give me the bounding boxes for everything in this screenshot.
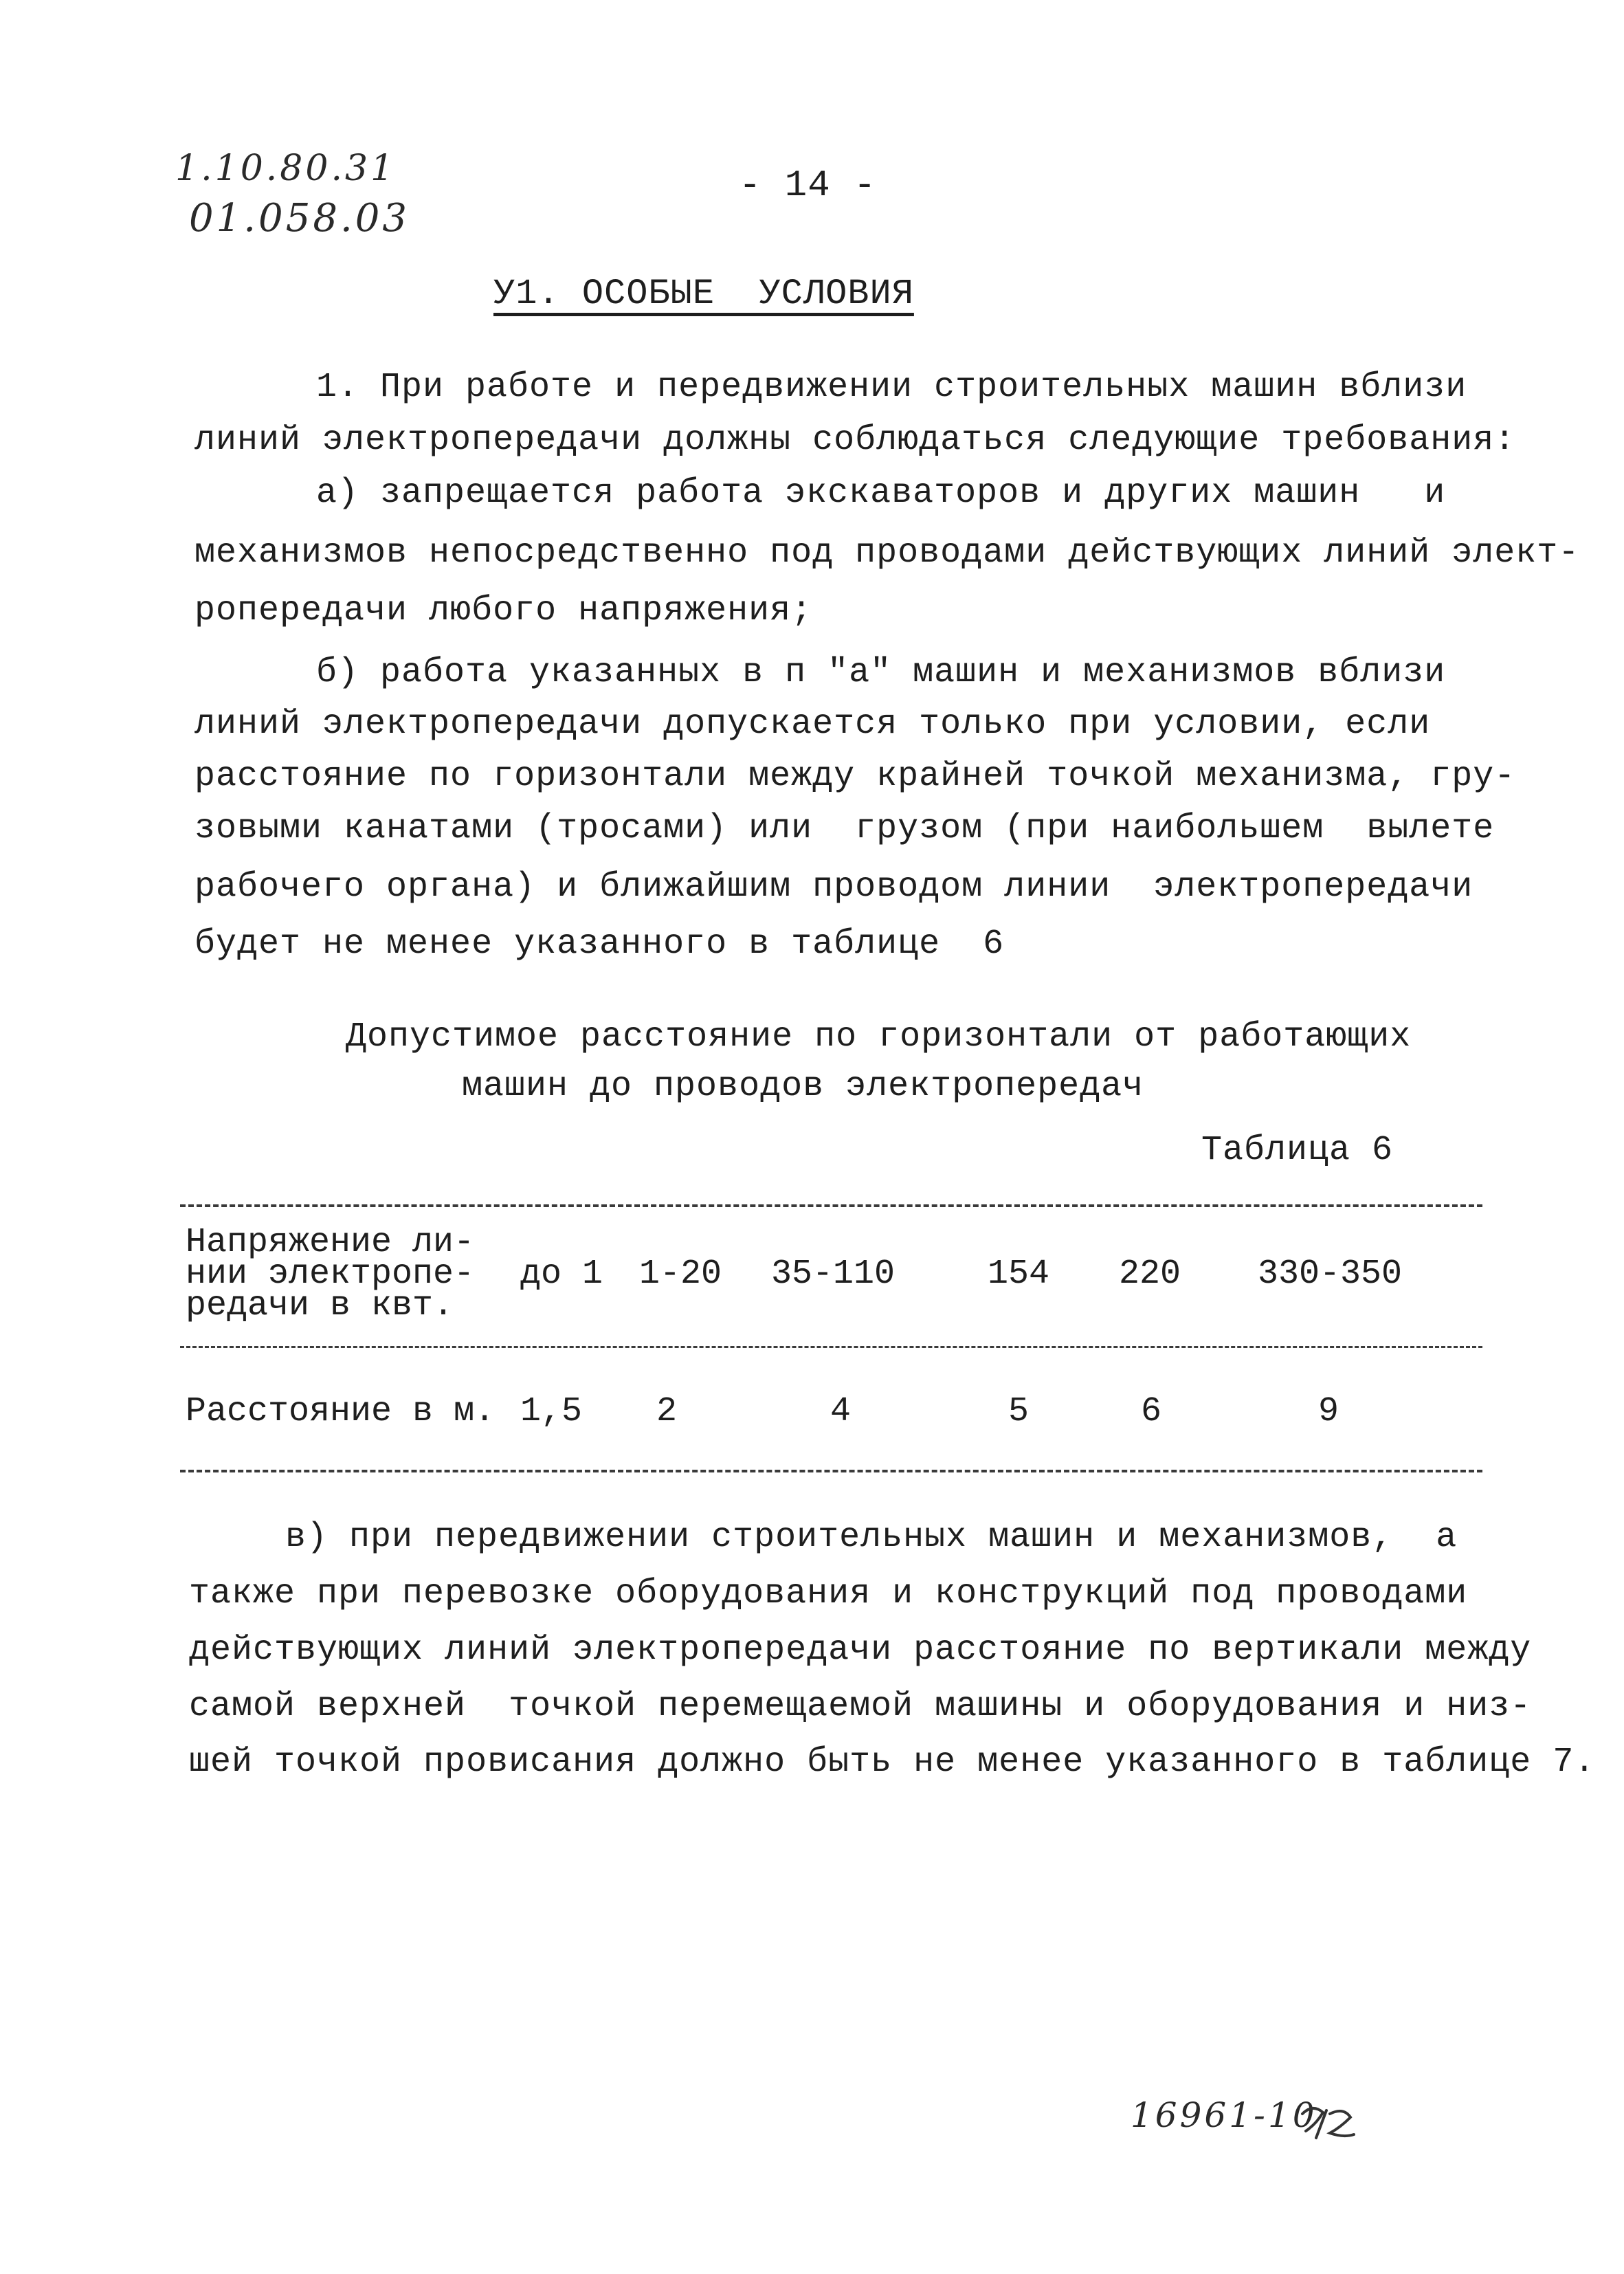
- table-bottom-rule: [180, 1470, 1482, 1472]
- table-label: Таблица 6: [1201, 1131, 1394, 1170]
- table-caption-line-2: машин до проводов электропередач: [462, 1067, 1144, 1106]
- table-distance-cell-4: 5: [1008, 1392, 1030, 1431]
- table-middle-rule: [180, 1346, 1482, 1348]
- item-b-line-1: б) работа указанных в п "а" машин и механизмов вблизи: [316, 653, 1446, 692]
- table-header-label: [186, 1223, 475, 1325]
- item-b-line-4: зовыми канатами (тросами) или грузом (при наибольшем вылете: [194, 809, 1495, 848]
- table-voltage-cell-4: 154: [988, 1255, 1050, 1294]
- table-distance-cell-3: 4: [830, 1392, 852, 1431]
- table-distance-cell-1: 1,5: [520, 1392, 583, 1431]
- table-top-rule: [180, 1204, 1482, 1207]
- table-voltage-cell-6: 330-350: [1258, 1255, 1403, 1294]
- table-header-label-line-1: Напряжение ли-: [186, 1223, 475, 1262]
- item-v-line-3: действующих линий электропередачи расстояние по вертикали между: [189, 1631, 1532, 1670]
- item-b-line-5: рабочего органа) и ближайшим проводом линии электропередачи: [194, 868, 1473, 907]
- item-b-line-6: будет не менее указанного в таблице 6: [194, 925, 1005, 964]
- table-header-label-line-2: нии электропе-: [186, 1255, 475, 1294]
- item-v-line-5: шей точкой провисания должно быть не менее указанного в таблице 7.: [189, 1743, 1596, 1782]
- item-a-line-2: механизмов непосредственно под проводами действующих линий элект-: [194, 533, 1580, 573]
- section-title: У1. ОСОБЫЕ УСЛОВИЯ: [493, 274, 914, 314]
- table-voltage-cell-1: до 1: [520, 1255, 603, 1294]
- table-header-label-line-3: редачи в квт.: [186, 1286, 454, 1325]
- item-b-line-2: линий электропередачи допускается только при условии, если: [194, 705, 1431, 744]
- item-b-line-3: расстояние по горизонтали между крайней точкой механизма, гру-: [194, 757, 1516, 796]
- table-caption-line-1: Допустимое расстояние по горизонтали от работающих: [346, 1017, 1412, 1057]
- page-number: - 14 -: [739, 165, 877, 207]
- table-voltage-cell-2: 1-20: [639, 1255, 722, 1294]
- item-a-line-3: ропередачи любого напряжения;: [194, 591, 813, 630]
- table-voltage-cell-3: 35-110: [771, 1255, 896, 1294]
- item-v-line-2: также при перевозке оборудования и конструкций под проводами: [189, 1574, 1468, 1613]
- table-distance-cell-5: 6: [1141, 1392, 1162, 1431]
- intro-line-2: линий электропередачи должны соблюдаться следующие требования:: [194, 421, 1516, 460]
- item-a-line-1: а) запрещается работа экскаваторов и других машин и: [316, 474, 1446, 513]
- document-code-line2: 01.058.03: [189, 196, 410, 241]
- table-voltage-cell-5: 220: [1119, 1255, 1181, 1294]
- document-code-line1: 1.10.80.31: [175, 148, 397, 189]
- table-distance-label: Расстояние в м.: [186, 1392, 496, 1431]
- item-v-line-1: в) при передвижении строительных машин и механизмов, а: [285, 1518, 1458, 1557]
- initials-signature: [1295, 2100, 1357, 2148]
- table-distance-cell-2: 2: [656, 1392, 678, 1431]
- table-distance-cell-6: 9: [1318, 1392, 1339, 1431]
- item-v-line-4: самой верхней точкой перемещаемой машины и оборудования и низ-: [189, 1687, 1532, 1726]
- intro-line-1: 1. При работе и передвижении строительных машин вблизи: [316, 368, 1467, 407]
- footer-stamp: 16961-10: [1131, 2095, 1317, 2135]
